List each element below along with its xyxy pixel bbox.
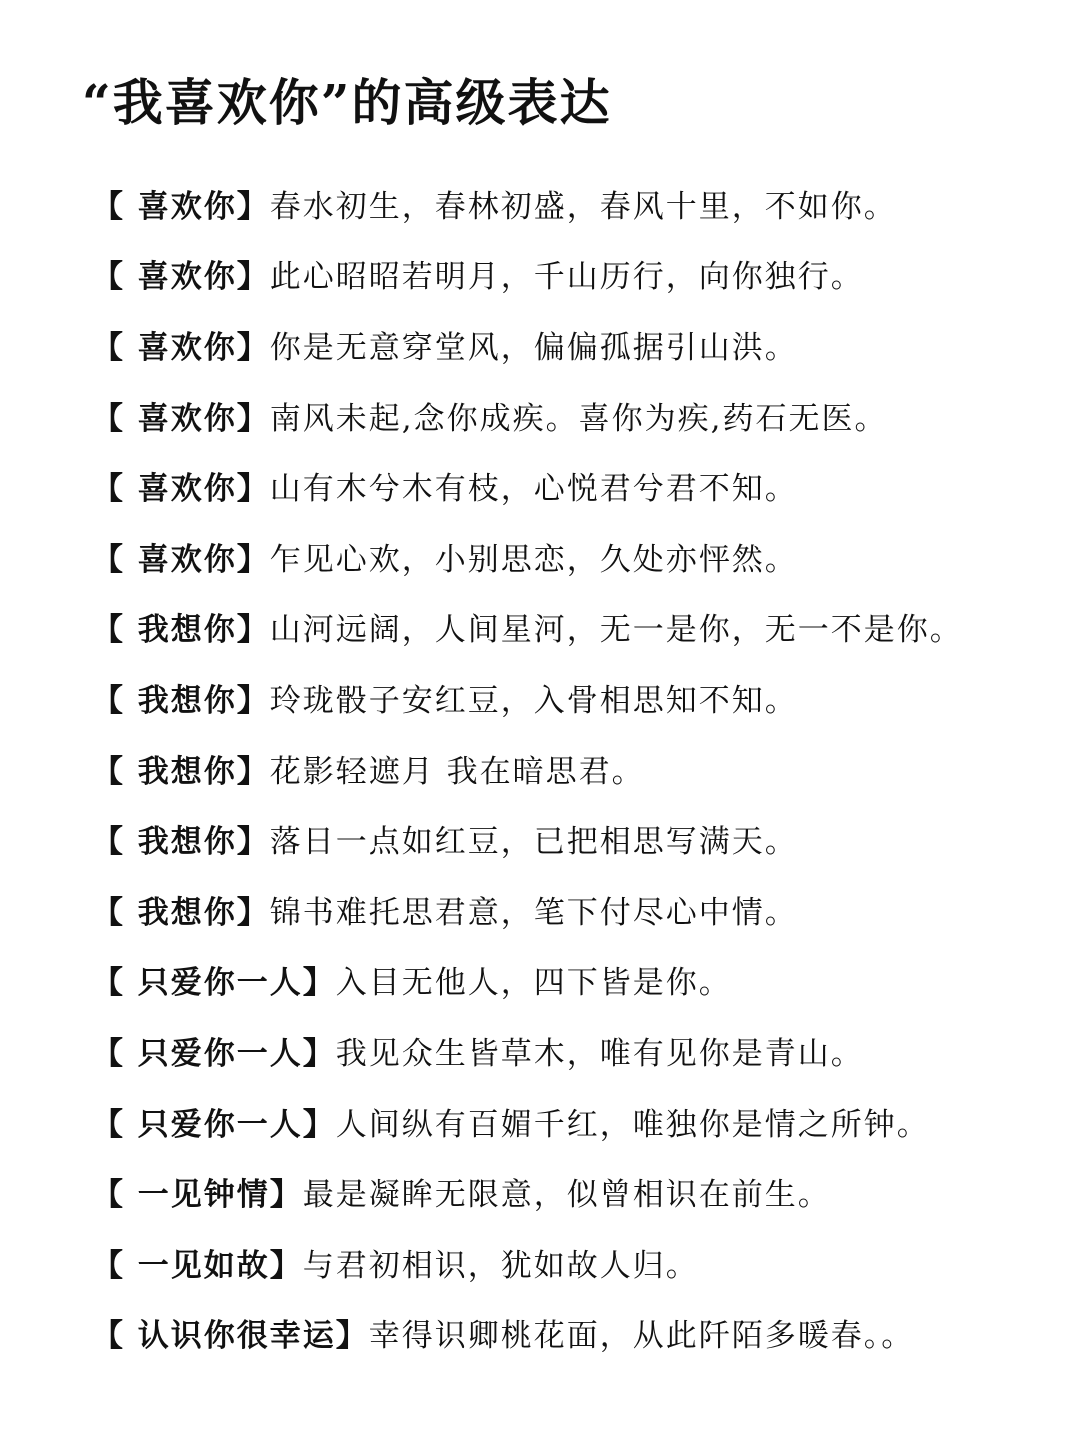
phrase-text: 春水初生，春林初盛，春风十里，不如你。 xyxy=(269,188,897,225)
list-item xyxy=(92,380,963,451)
phrase-text: 锦书难托思君意，笔下付尽心中情。 xyxy=(269,894,798,931)
list-item xyxy=(92,309,963,380)
phrase-text: 你是无意穿堂风，偏偏孤据引山洪。 xyxy=(269,329,798,366)
phrase-tag: 【 一见钟情】 xyxy=(92,1177,303,1214)
list-item xyxy=(92,874,963,945)
phrase-list xyxy=(92,168,963,1368)
phrase-text: 此心昭昭若明月，千山历行，向你独行。 xyxy=(269,259,864,296)
list-item xyxy=(92,239,963,310)
phrase-tag: 【 我想你】 xyxy=(92,682,270,719)
phrase-text: 落日一点如红豆，已把相思写满天。 xyxy=(269,824,798,861)
phrase-text: 玲珑骰子安红豆，入骨相思知不知。 xyxy=(269,682,798,719)
phrase-text: 最是凝眸无限意，似曾相识在前生。 xyxy=(302,1177,831,1214)
list-item xyxy=(92,450,963,521)
list-item xyxy=(92,1086,963,1157)
list-item xyxy=(92,803,963,874)
phrase-tag: 【 喜欢你】 xyxy=(92,541,270,578)
phrase-text: 乍见心欢，小别思恋，久处亦怦然。 xyxy=(269,541,798,578)
phrase-text: 幸得识卿桃花面，从此阡陌多暖春。。 xyxy=(368,1318,915,1355)
phrase-tag: 【 只爱你一人】 xyxy=(92,1106,336,1143)
phrase-text: 花影轻遮月 我在暗思君。 xyxy=(269,753,645,790)
list-item xyxy=(92,592,963,663)
list-item xyxy=(92,1156,963,1227)
page-title: “我喜欢你”的高级表达 xyxy=(82,73,612,132)
phrase-tag: 【 我想你】 xyxy=(92,824,270,861)
phrase-tag: 【 喜欢你】 xyxy=(92,329,270,366)
phrase-tag: 【 我想你】 xyxy=(92,612,270,649)
list-item xyxy=(92,521,963,592)
list-item xyxy=(92,168,963,239)
phrase-tag: 【 喜欢你】 xyxy=(92,400,270,437)
phrase-tag: 【 一见如故】 xyxy=(92,1247,303,1284)
phrase-tag: 【 喜欢你】 xyxy=(92,188,270,225)
phrase-text: 我见众生皆草木，唯有见你是青山。 xyxy=(335,1035,864,1072)
list-item xyxy=(92,945,963,1016)
phrase-text: 山有木兮木有枝，心悦君兮君不知。 xyxy=(269,471,798,508)
phrase-text: 入目无他人，四下皆是你。 xyxy=(335,965,732,1002)
list-item xyxy=(92,733,963,804)
list-item xyxy=(92,662,963,733)
phrase-tag: 【 认识你很幸运】 xyxy=(92,1318,369,1355)
phrase-text: 南风未起,念你成疾。喜你为疾,药石无医。 xyxy=(269,400,888,437)
phrase-tag: 【 只爱你一人】 xyxy=(92,1035,336,1072)
phrase-tag: 【 喜欢你】 xyxy=(92,471,270,508)
list-item xyxy=(92,1298,963,1369)
phrase-tag: 【 只爱你一人】 xyxy=(92,965,336,1002)
phrase-tag: 【 我想你】 xyxy=(92,753,270,790)
list-item xyxy=(92,1227,963,1298)
list-item xyxy=(92,1015,963,1086)
phrase-text: 山河远阔，人间星河，无一是你，无一不是你。 xyxy=(269,612,963,649)
phrase-text: 人间纵有百媚千红，唯独你是情之所钟。 xyxy=(335,1106,930,1143)
phrase-tag: 【 喜欢你】 xyxy=(92,259,270,296)
phrase-text: 与君初相识，犹如故人归。 xyxy=(302,1247,699,1284)
phrase-tag: 【 我想你】 xyxy=(92,894,270,931)
